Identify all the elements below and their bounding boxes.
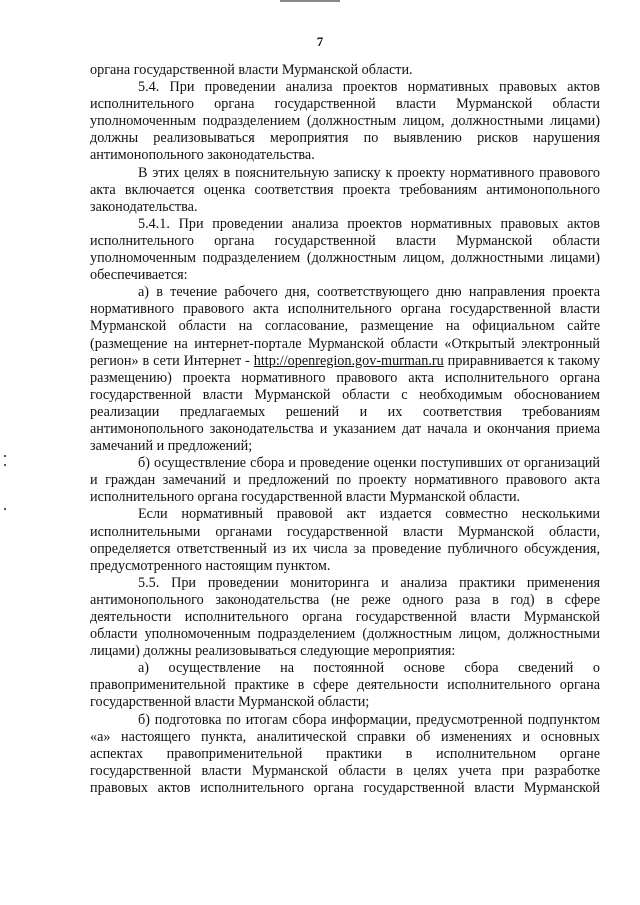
scan-artifact xyxy=(4,464,6,466)
scan-artifact xyxy=(4,455,6,457)
paragraph-5-4-1: 5.4.1. При проведении анализа проектов нормативных правовых актов исполнительного органа государственной власти Мурманской области уполномоченным подразделением (должностным лицом, должностными лицами) обеспечивается: xyxy=(90,215,600,284)
document-body xyxy=(90,62,600,797)
paragraph-text: приравнивается к такому размещению) проекта нормативного правового акта исполнительного органа государственной власти Мурманской области с необходимым обоснованием реализации предлагаемых решений и их соответствия требованиям антимонопольного законодательства и указанием дат начала и окончания приема замечаний и предложений; xyxy=(90,352,600,455)
paragraph-item-a-publication xyxy=(90,284,600,455)
paragraph-5-5: 5.5. При проведении мониторинга и анализа практики применения антимонопольного законодательства (не реже одного раза в год) в сфере деятельности исполнительного органа государственной власти Мурманской области уполномоченным подразделением (должностным лицом, должностными лицами) должны реализовываться следующие мероприятия: xyxy=(90,574,600,660)
paragraph-explanatory-note: В этих целях в пояснительную записку к проекту нормативного правового акта включается оценка соответствия проекта требованиям антимонопольного законодательства. xyxy=(90,164,600,215)
scan-artifact xyxy=(4,508,6,510)
page-number: 7 xyxy=(316,34,324,49)
paragraph-item-a-monitoring: а) осуществление на постоянной основе сбора сведений о правоприменительной практике в сфере деятельности исполнительного органа государственной власти Мурманской области; xyxy=(90,660,600,711)
paragraph-item-b-report: б) подготовка по итогам сбора информации, предусмотренной подпунктом «а» настоящего пункта, аналитической справки об изменениях и основных аспектах правоприменительной практики в исполнительном органе государственной власти Мурманской области в целях учета при разработке правовых актов исполнительного органа государственной власти Мурманской xyxy=(90,711,600,796)
paragraph-5-4: 5.4. При проведении анализа проектов нормативных правовых актов исполнительного органа государственной власти Мурманской области уполномоченным подразделением (должностным лицом, должностными лицами) должны реализовываться мероприятия по выявлению рисков нарушения антимонопольного законодательства. xyxy=(90,79,600,164)
scan-artifact xyxy=(280,0,340,2)
paragraph-item-b-collection: б) осуществление сбора и проведение оценки поступивших от организаций и граждан замечаний и предложений по проекту нормативного правового акта исполнительного органа государственной власти Мурманской области. xyxy=(90,455,600,506)
paragraph-joint-act: Если нормативный правовой акт издается совместно несколькими исполнительными органами государственной власти Мурманской области, определяется ответственный из их числа за проведение публичного обсуждения, предусмотренного настоящим пунктом. xyxy=(90,506,600,574)
paragraph-text: а) в течение рабочего дня, соответствующего дню направления проекта нормативного правового акта исполнительного органа государственной власти Мурманской области на согласование, размещение на официальном сайте (размещение на интернет-портале Мурманской области «Открытый электронный регион» в сети Интернет - xyxy=(90,284,600,369)
paragraph-continuation: органа государственной власти Мурманской области. xyxy=(90,62,413,78)
openregion-link[interactable]: http://openregion.gov-murman.ru xyxy=(253,352,444,369)
